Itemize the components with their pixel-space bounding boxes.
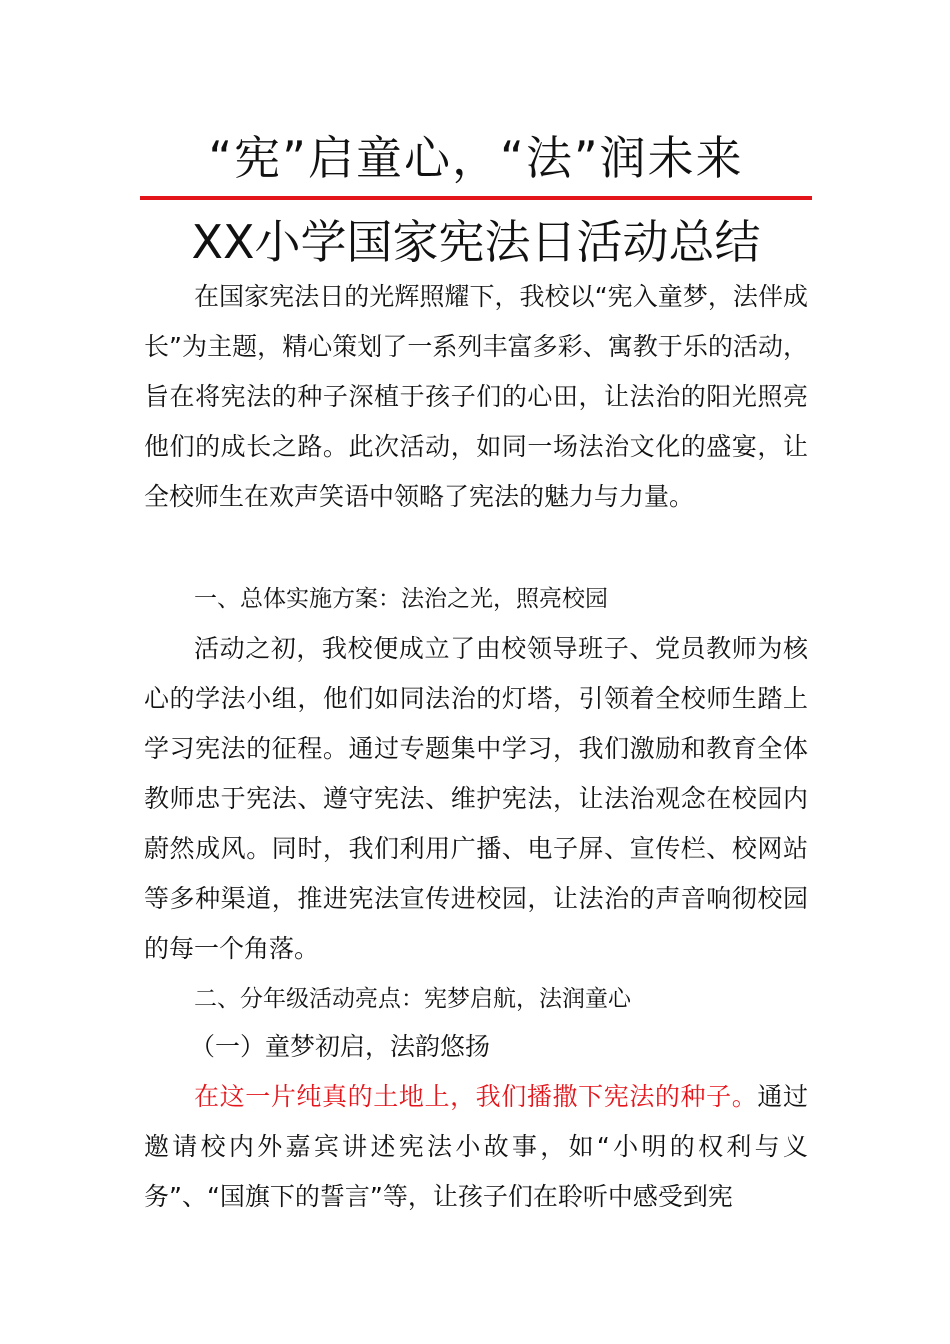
section-1-heading: 一、总体实施方案：法治之光，照亮校园	[194, 586, 608, 612]
subsection-1-heading: （一）童梦初启，法韵悠扬	[190, 1032, 491, 1061]
title-line-2: XX小学国家宪法日活动总结	[191, 215, 761, 269]
title-divider	[140, 196, 812, 200]
highlighted-sentence: 在这一片纯真的土地上，我们播撒下宪法的种子。	[194, 1082, 758, 1111]
section-2-heading: 二、分年级活动亮点：宪梦启航，法润童心	[194, 986, 631, 1012]
section-1-paragraph: 活动之初，我校便成立了由校领导班子、党员教师为核心的学法小组，他们如同法治的灯塔，引领着全校师生踏上学习宪法的征程。通过专题集中学习，我们激励和教育全体教师忠于宪法、遵守宪法、维护宪法，让法治观念在校园内蔚然成风。同时，我们利用广播、电子屏、宣传栏、校网站等多种渠道，推进宪法宣传进校园，让法治的声音响彻校园的每一个角落。	[144, 634, 808, 963]
subsection-1-body: 通过邀请校内外嘉宾讲述宪法小故事，如“小明的权利与义务”、“国旗下的誓言”等，让孩子们在聆听中感受到宪	[144, 1082, 808, 1211]
subsection-1-paragraph	[144, 1072, 808, 1222]
intro-paragraph: 在国家宪法日的光辉照耀下，我校以“宪入童梦，法伴成长”为主题，精心策划了一系列丰富多彩、寓教于乐的活动，旨在将宪法的种子深植于孩子们的心田，让法治的阳光照亮他们的成长之路。此次活动，如同一场法治文化的盛宴，让全校师生在欢声笑语中领略了宪法的魅力与力量。	[144, 282, 808, 511]
title-line-1: “宪”启童心，“法”润未来	[208, 131, 744, 185]
